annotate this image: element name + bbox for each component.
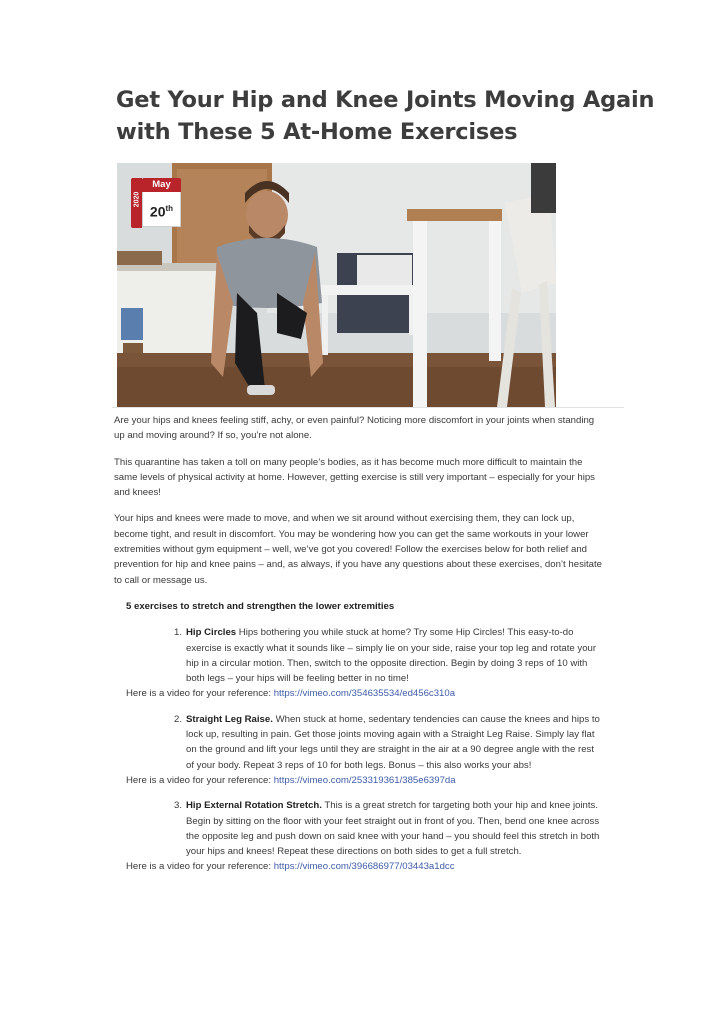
exercise-number: 1. (174, 627, 183, 639)
video-link-3[interactable]: https://vimeo.com/396686977/03443a1dcc (273, 861, 455, 873)
exercise-text (186, 625, 604, 686)
exercise-item-3 (174, 798, 604, 859)
exercise-description: Hips bothering you while stuck at home? Try some Hip Circles! This easy-to-do exercise is exactly what it sounds like – simply lie on your side, raise your top leg and rotate your hip in a circular motion. Then, switch to the opposite direction. Begin by doing 3 reps of 10 with both legs – your hips will be feeling better in no time! (186, 627, 597, 685)
date-badge-month: May (142, 178, 181, 192)
exercise-item-2 (174, 712, 604, 773)
date-badge-suffix: th (165, 204, 174, 213)
date-badge-year-text: 2020 (133, 191, 141, 208)
intro-paragraph-3: Your hips and knees were made to move, and when we sit around without exercising them, they can lock up, become tight, and result in discomfort. You may be wondering how you can get the same workouts in your lower extremities without gym equipment – well, we’ve got you covered! Follow the exercises below for both relief and prevention for hip and knee pains – and, as always, if you have any questions about these exercises, don’t hesitate to call or message us. (114, 513, 602, 586)
video-reference-3 (126, 859, 604, 874)
reference-label: Here is a video for your reference: (126, 774, 272, 786)
section-subheading: 5 exercises to stretch and strengthen the lower extremities (126, 600, 395, 612)
date-badge-day-box (142, 192, 181, 227)
date-badge-day: 20 (149, 203, 166, 220)
video-reference-1 (126, 686, 604, 701)
article-body (114, 413, 604, 885)
exercise-number: 3. (174, 800, 183, 812)
hero-image (117, 163, 556, 407)
article-title: Get Your Hip and Knee Joints Moving Again with These 5 At-Home Exercises (116, 87, 655, 145)
video-link-1[interactable]: https://vimeo.com/354635534/ed456c310a (273, 688, 456, 700)
exercise-name: Hip External Rotation Stretch. (186, 800, 322, 812)
date-badge (131, 178, 181, 228)
reference-label: Here is a video for your reference: (126, 688, 272, 700)
video-reference-2 (126, 773, 604, 788)
exercise-text (186, 712, 604, 773)
exercise-description: When stuck at home, sedentary tendencies can cause the knees and hips to lock up, resulting in pain. Get those joints moving again with a Straight Leg Raise. Simply lay flat on the ground and lift your legs until they are straight in the air at a 90 degree angle with the rest of your body. Repeat 3 reps of 10 for both legs. Bonus – this also works your abs! (186, 713, 600, 771)
reference-label: Here is a video for your reference: (126, 861, 272, 873)
exercise-name: Straight Leg Raise. (186, 713, 273, 725)
intro-paragraph-1: Are your hips and knees feeling stiff, achy, or even painful? Noticing more discomfort in your joints when standing up and moving around? If so, you’re not alone. (114, 415, 595, 442)
exercise-description: This is a great stretch for targeting both your hip and knee joints. Begin by sitting on the floor with your feet straight out in front of you. Then, bend one knee across the opposite leg and push down on said knee with your hand – you should feel this stretch in both your hips and knees! Repeat these directions on both sides to get a full stretch. (186, 800, 600, 858)
divider (112, 407, 624, 408)
date-badge-year (131, 178, 142, 228)
exercise-text (186, 798, 604, 859)
exercise-number: 2. (174, 713, 183, 725)
intro-paragraph-2: This quarantine has taken a toll on many people’s bodies, as it has become much more difficult to maintain the same levels of physical activity at home. However, getting exercise is still very important – especially for your hips and knees! (114, 456, 595, 499)
video-link-2[interactable]: https://vimeo.com/253319361/385e6397da (273, 774, 456, 786)
exercise-name: Hip Circles (186, 627, 237, 639)
exercise-item-1 (174, 625, 604, 686)
